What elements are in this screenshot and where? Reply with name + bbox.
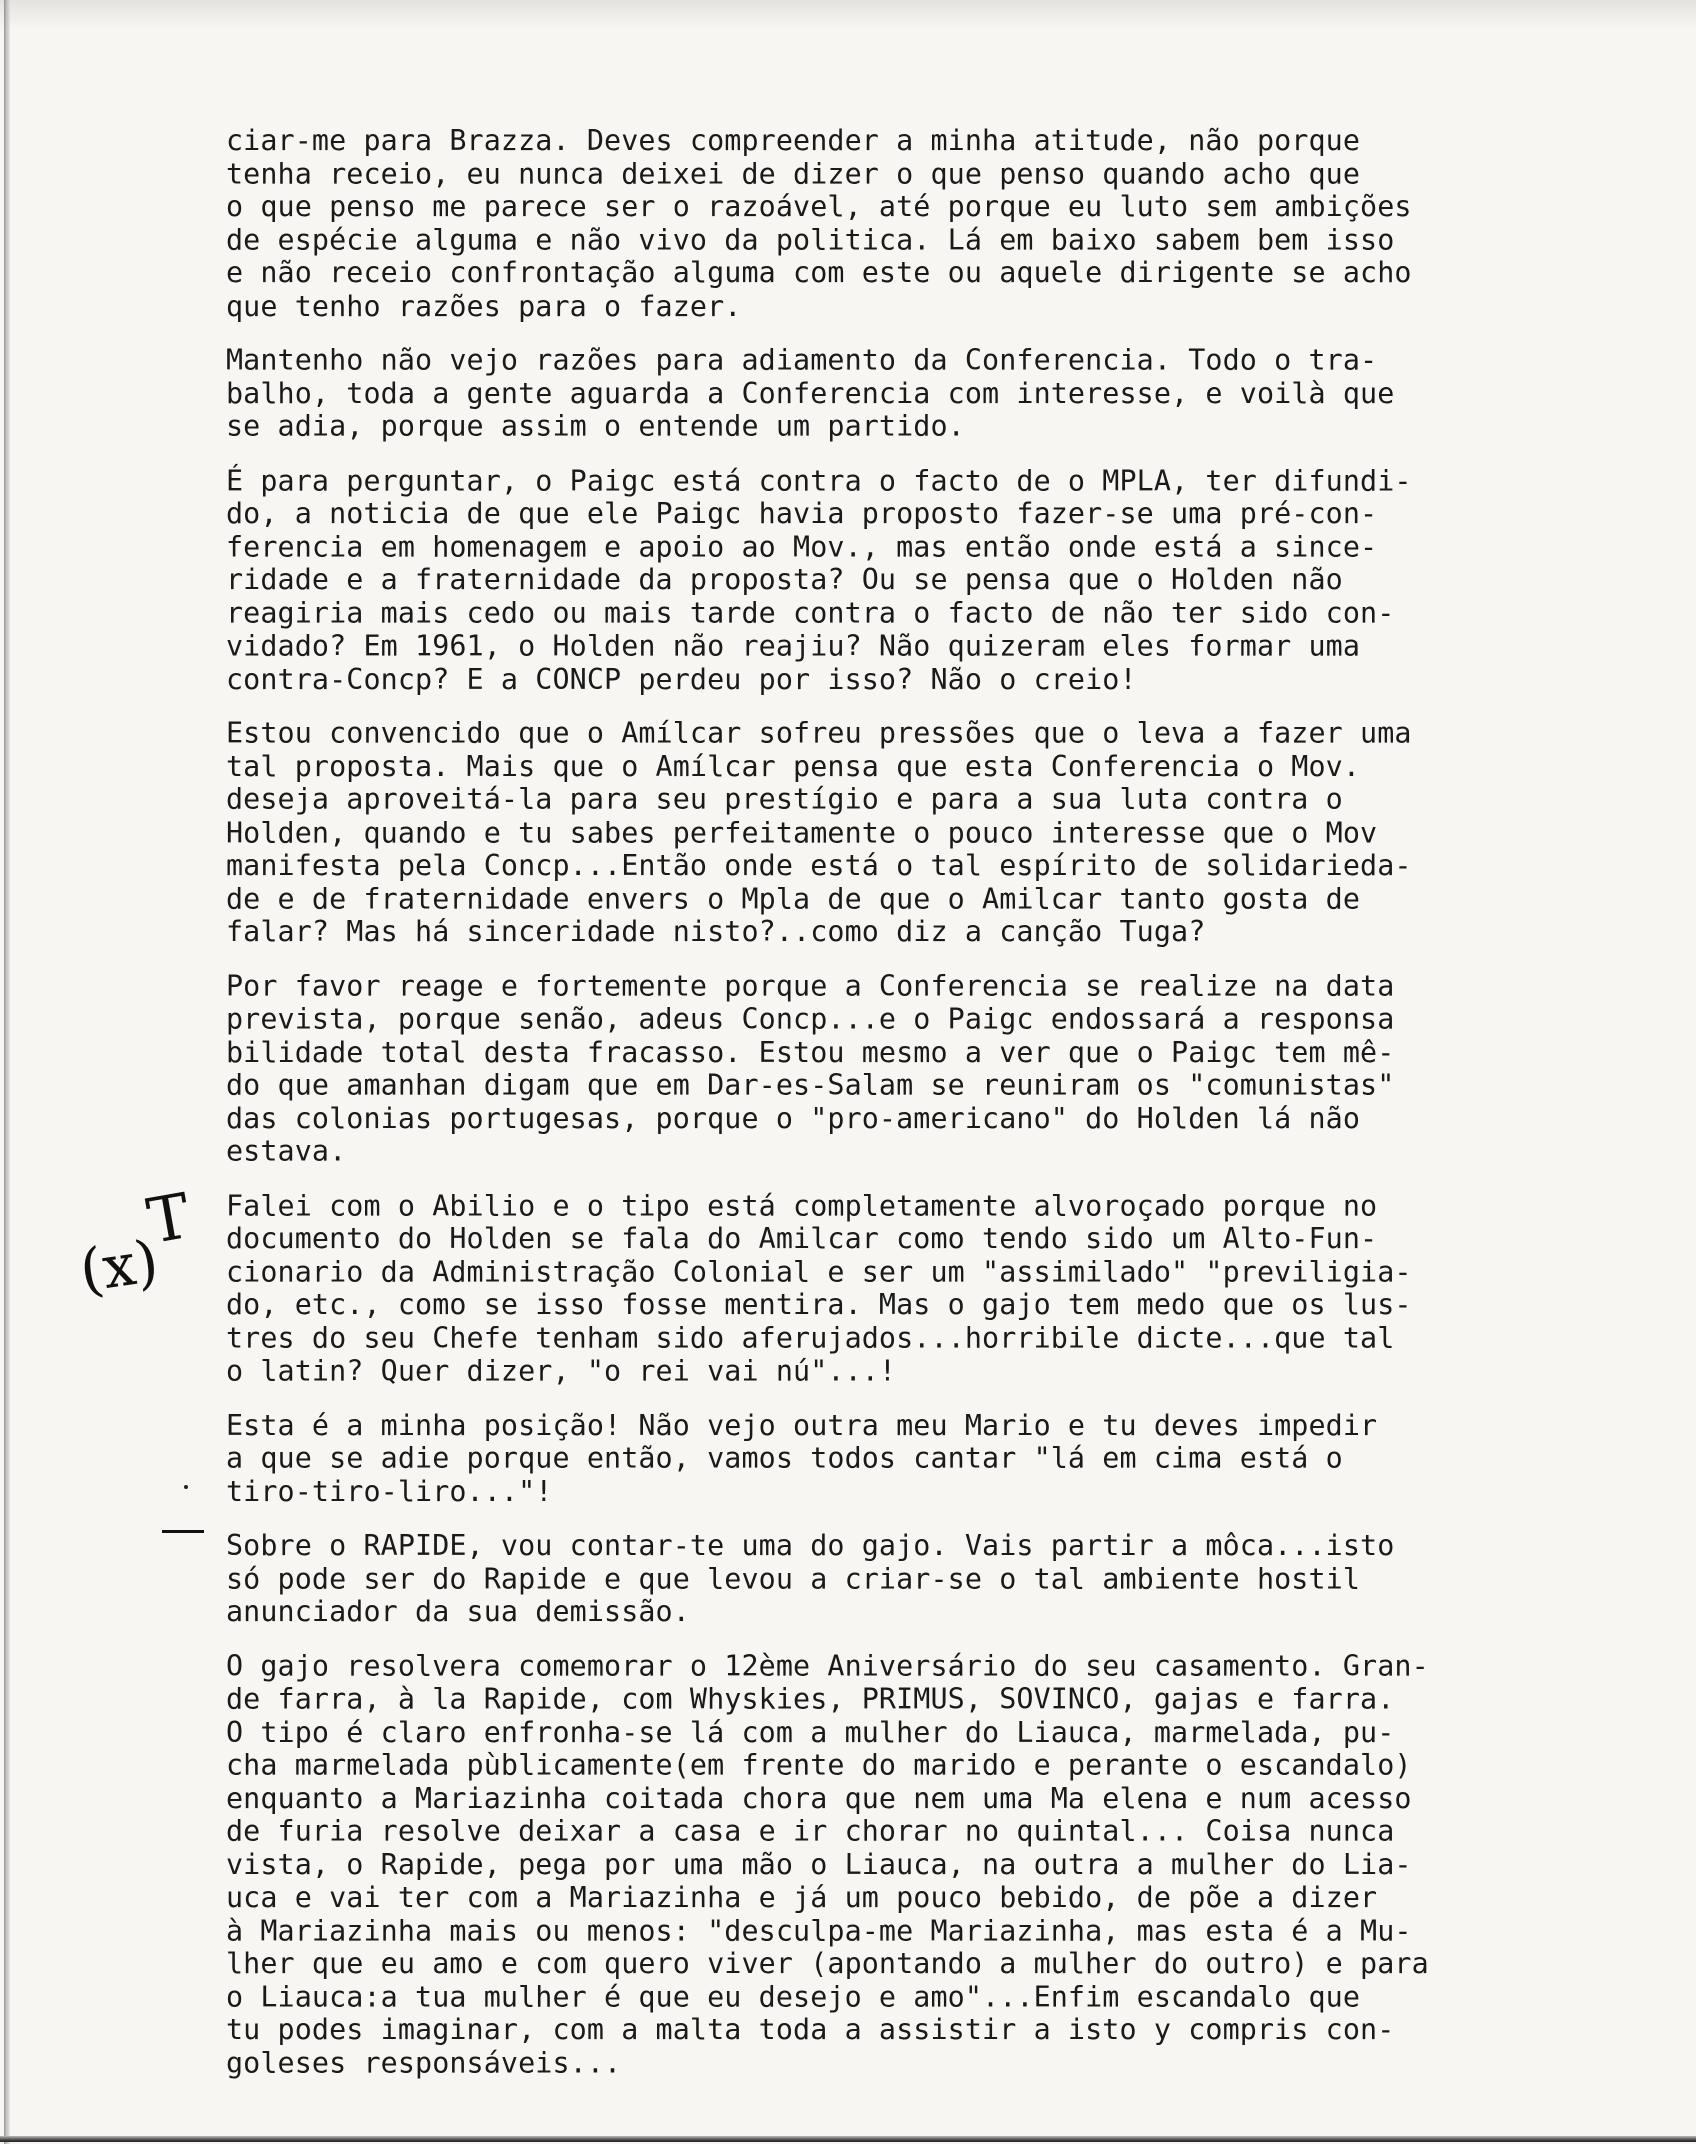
text-line: a que se adie porque então, vamos todos cantar "lá em cima está o	[226, 1441, 1343, 1475]
text-line: estava.	[226, 1134, 347, 1168]
letter-paragraph	[226, 969, 1607, 1168]
text-line: de espécie alguma e não vivo da politica. Lá em baixo sabem bem isso	[226, 223, 1395, 256]
text-line: das colonias portugesas, porque o "pro-americano" do Holden lá não	[226, 1101, 1361, 1135]
letter-paragraph	[226, 1409, 1607, 1508]
text-line: do que amanhan digam que em Dar-es-Salam se reuniram os "comunistas"	[226, 1068, 1395, 1102]
text-line: à Mariazinha mais ou menos: "desculpa-me Mariazinha, mas esta é a Mu-	[226, 1913, 1412, 1947]
text-line: contra-Concp? E a CONCP perdeu por isso? Não o creio!	[226, 662, 1137, 696]
text-line: anunciador da sua demissão.	[226, 1595, 690, 1628]
text-line: tal proposta. Mais que o Amílcar pensa que esta Conferencia o Mov.	[226, 749, 1361, 783]
handwritten-circled-x-mark: (x)	[75, 1226, 163, 1306]
scan-edge-left	[4, 0, 10, 2144]
text-line: do, a noticia de que ele Paigc havia proposto fazer-se uma pré-con-	[226, 497, 1378, 530]
text-line: lher que eu amo e com quero viver (apontando a mulher do outro) e para	[226, 1947, 1429, 1980]
text-line: o latin? Quer dizer, "o rei vai nú"...!	[226, 1354, 897, 1388]
text-line: ferencia em homenagem e apoio ao Mov., mas então onde está a since-	[226, 530, 1378, 563]
text-line: documento do Holden se fala do Amilcar como tendo sido um Alto-Fun-	[226, 1222, 1378, 1255]
text-line: tres do seu Chefe tenham sido aferujados...horribile dicte...que tal	[226, 1321, 1395, 1354]
text-line: tenha receio, eu nunca deixei de dizer o que penso quando acho que	[226, 157, 1361, 190]
text-line: Por favor reage e fortemente porque a Conferencia se realize na data	[226, 969, 1395, 1002]
text-line: se adia, porque assim o entende um partido.	[226, 409, 965, 443]
text-line: Falei com o Abilio e o tipo está completamente alvoroçado porque no	[226, 1188, 1378, 1222]
letter-paragraph	[226, 717, 1607, 949]
text-line: de e de fraternidade envers o Mpla de que o Amilcar tanto gosta de	[226, 882, 1361, 915]
text-line: O gajo resolvera comemorar o 12ème Aniversário do seu casamento. Gran-	[226, 1649, 1429, 1682]
text-line: manifesta pela Concp...Então onde está o tal espírito de solidarieda-	[226, 849, 1412, 882]
typewritten-letter-body	[226, 124, 1607, 2100]
text-line: tu podes imaginar, com a malta toda a assistir a isto y compris con-	[226, 2013, 1395, 2046]
text-line: reagiria mais cedo ou mais tarde contra o facto de não ter sido con-	[226, 596, 1395, 629]
text-line: Estou convencido que o Amílcar sofreu pressões que o leva a fazer uma	[226, 716, 1412, 750]
text-line: de farra, à la Rapide, com Whyskies, PRIMUS, SOVINCO, gajas e farra.	[226, 1682, 1395, 1715]
scan-edge-bottom	[0, 2136, 1696, 2142]
text-line: só pode ser do Rapide e que levou a criar-se o tal ambiente hostil	[226, 1562, 1361, 1595]
letter-paragraph	[226, 124, 1607, 323]
text-line: enquanto a Mariazinha coitada chora que nem uma Ma elena e num acesso	[226, 1781, 1412, 1815]
text-line: do, etc., como se isso fosse mentira. Mas o gajo tem medo que os lus-	[226, 1288, 1412, 1321]
text-line: o que penso me parece ser o razoável, até porque eu luto sem ambições	[226, 190, 1412, 223]
text-line: que tenho razões para o fazer.	[226, 289, 742, 323]
scan-shadow-top	[0, 0, 1696, 30]
text-line: É para perguntar, o Paigc está contra o facto de o MPLA, ter difundi-	[226, 463, 1412, 497]
text-line: prevista, porque senão, adeus Concp...e o Paigc endossará a responsa	[226, 1002, 1395, 1036]
text-line: ridade e a fraternidade da proposta? Ou se pensa que o Holden não	[226, 563, 1343, 596]
handwritten-t-mark: T	[141, 1178, 196, 1259]
text-line: de furia resolve deixar a casa e ir chorar no quintal... Coisa nunca	[226, 1814, 1395, 1848]
text-line: cha marmelada pùblicamente(em frente do marido e perante o escandalo)	[226, 1748, 1412, 1782]
text-line: balho, toda a gente aguarda a Conferencia com interesse, e voilà que	[226, 376, 1395, 410]
text-line: e não receio confrontação alguma com este ou aquele dirigente se acho	[226, 256, 1412, 289]
text-line: uca e vai ter com a Mariazinha e já um pouco bebido, de põe a dizer	[226, 1880, 1378, 1914]
text-line: Esta é a minha posição! Não vejo outra meu Mario e tu deves impedir	[226, 1408, 1378, 1442]
text-line: Mantenho não vejo razões para adiamento da Conferencia. Todo o tra-	[226, 343, 1378, 377]
letter-paragraph	[226, 1649, 1607, 2079]
text-line: Sobre o RAPIDE, vou contar-te uma do gajo. Vais partir a môca...isto	[226, 1528, 1395, 1562]
text-line: falar? Mas há sinceridade nisto?..como diz a canção Tuga?	[226, 915, 1206, 948]
text-line: deseja aproveitá-la para seu prestígio e para a sua luta contra o	[226, 782, 1343, 816]
text-line: ciar-me para Brazza. Deves compreender a minha atitude, não porque	[226, 124, 1361, 157]
ink-dot-mark	[184, 1485, 188, 1489]
text-line: vidado? Em 1961, o Holden não reajiu? Não quizeram eles formar uma	[226, 629, 1361, 662]
text-line: goleses responsáveis...	[226, 2046, 622, 2079]
text-line: cionario da Administração Colonial e ser um "assimilado" "previligia-	[226, 1255, 1412, 1288]
text-line: bilidade total desta fracasso. Estou mesmo a ver que o Paigc tem mê-	[226, 1035, 1395, 1069]
text-line: o Liauca:a tua mulher é que eu desejo e amo"...Enfim escandalo que	[226, 1980, 1361, 2013]
letter-paragraph	[226, 1529, 1607, 1628]
letter-paragraph	[226, 1189, 1607, 1388]
text-line: vista, o Rapide, pega por uma mão o Liauca, na outra a mulher do Lia-	[226, 1847, 1412, 1881]
letter-paragraph	[226, 464, 1607, 696]
text-line: O tipo é claro enfronha-se lá com a mulher do Liauca, marmelada, pu-	[226, 1715, 1395, 1749]
handwritten-dash-mark	[162, 1530, 204, 1533]
letter-paragraph	[226, 344, 1607, 443]
text-line: Holden, quando e tu sabes perfeitamente o pouco interesse que o Mov	[226, 815, 1378, 849]
text-line: tiro-tiro-liro..."!	[226, 1474, 553, 1508]
